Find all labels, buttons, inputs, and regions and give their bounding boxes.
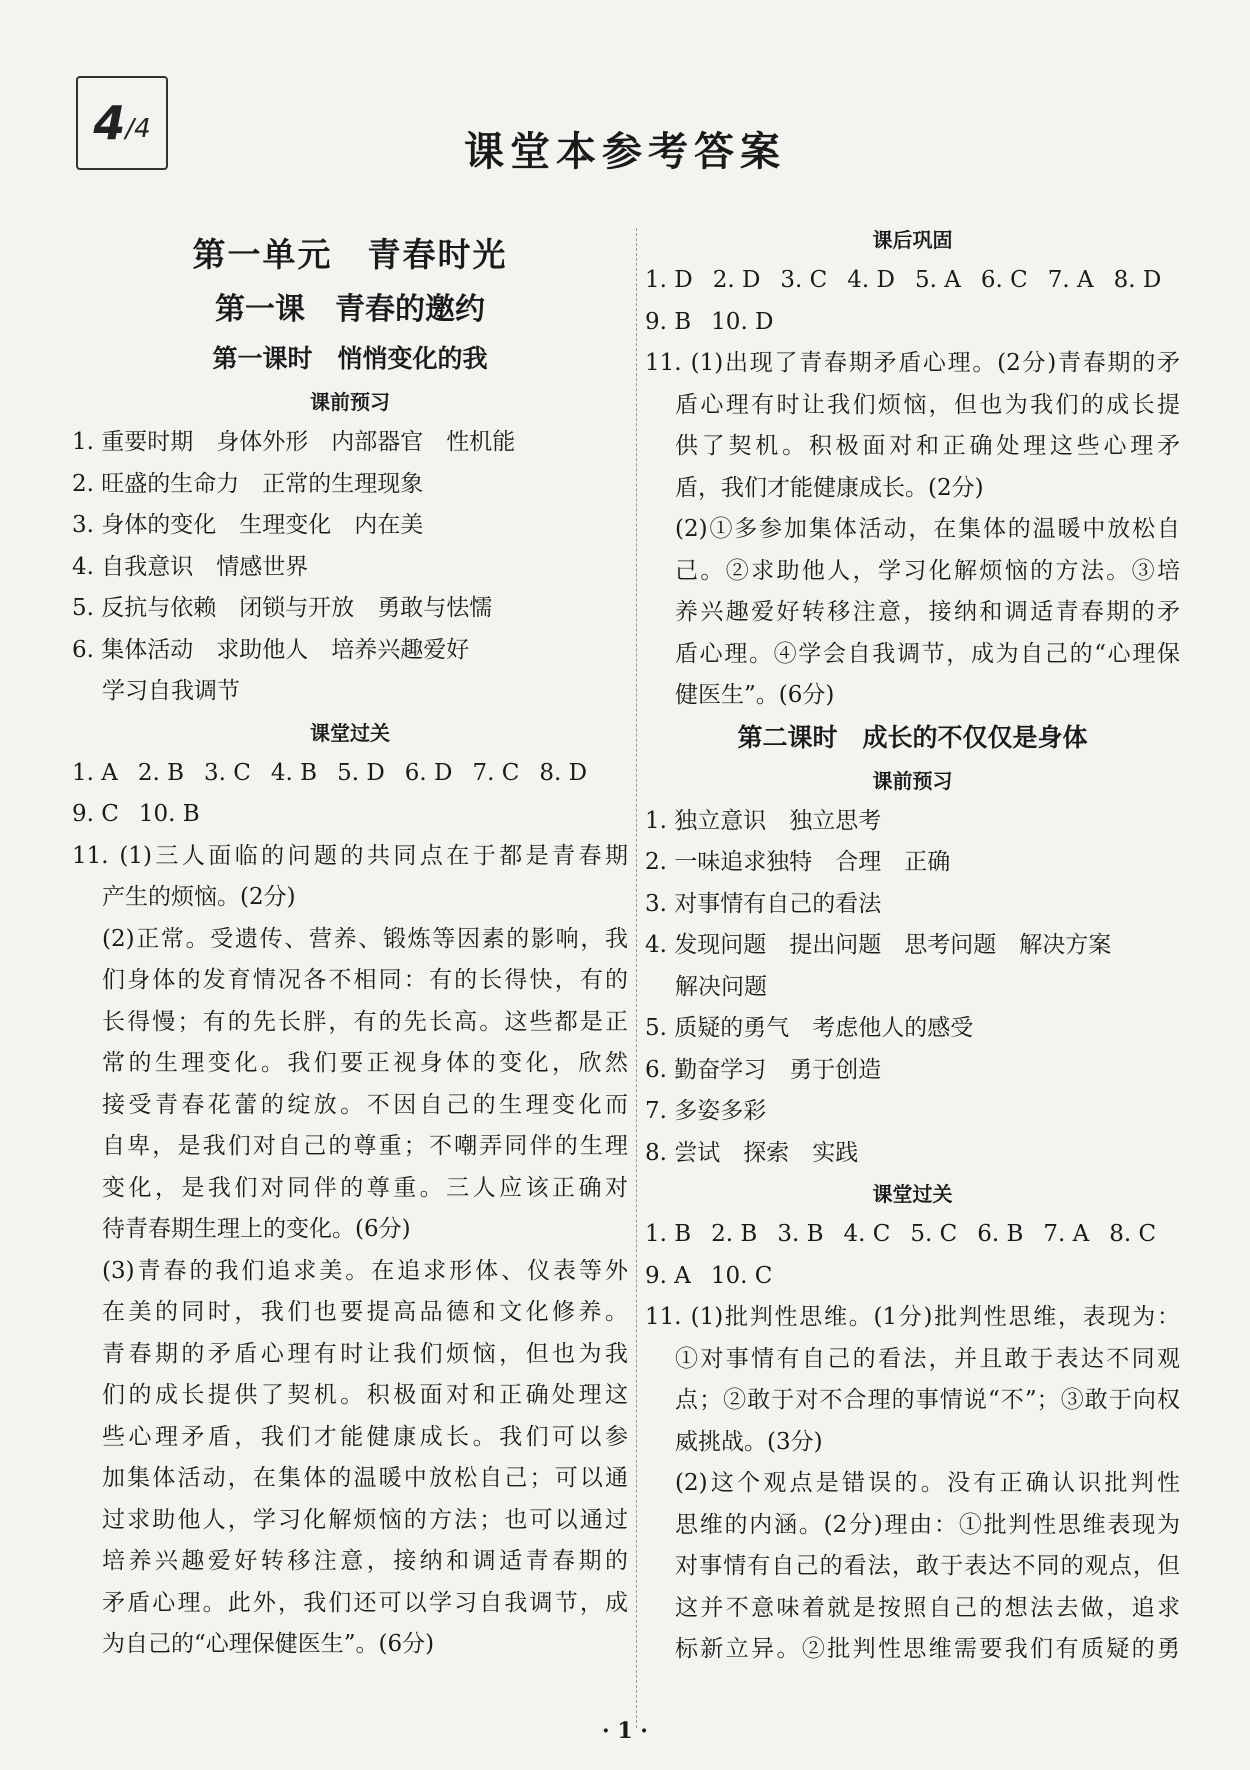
answer-paragraph: 加集体活动，在集体的温暖中放松自己；可以通 xyxy=(102,1465,628,1491)
answer: 9. C xyxy=(72,801,119,827)
answer: 6. D xyxy=(404,759,453,786)
badge-sub: /4 xyxy=(125,114,151,144)
answer: 1. D xyxy=(645,267,693,293)
answer-paragraph: 盾，我们才能健康成长。(2分) xyxy=(675,474,984,501)
answer-paragraph: 们身体的发育情况各不相同：有的长得快，有的 xyxy=(102,967,628,993)
answer-paragraph: 养兴趣爱好转移注意，接纳和调适青春期的矛 xyxy=(675,599,1180,625)
answer: 3. B xyxy=(777,1221,824,1247)
list-item: 2. 旺盛的生命力 正常的生理现象 xyxy=(72,470,424,497)
list-item: 2. 一味追求独特 合理 正确 xyxy=(645,849,951,875)
lesson-title: 第一课 青春的邀约 xyxy=(215,292,485,327)
answer: 8. D xyxy=(539,759,588,786)
answer-paragraph: 待青春期生理上的变化。(6分) xyxy=(102,1216,411,1242)
answer: 4. D xyxy=(847,267,895,293)
answer: 9. B xyxy=(645,308,692,335)
page-title: 课堂本参考答案 xyxy=(464,128,786,175)
answer: 8. C xyxy=(1109,1221,1157,1247)
answer-paragraph: 这并不意味着就是按照自己的想法去做，追求 xyxy=(675,1594,1180,1621)
answer: 7. A xyxy=(1047,267,1094,293)
answer: 3. C xyxy=(204,759,251,786)
list-item: 4. 发现问题 提出问题 思考问题 解决方案 xyxy=(645,932,1112,958)
answer: 5. C xyxy=(910,1221,958,1247)
answer-paragraph: 接受青春花蕾的绽放。不因自己的生理变化而 xyxy=(102,1091,628,1118)
answer-row xyxy=(645,260,1180,302)
answer: 2. B xyxy=(711,1221,758,1247)
answer-row xyxy=(645,1256,1180,1298)
answer-paragraph: 们的成长提供了契机。积极面对和正确处理这 xyxy=(102,1382,628,1408)
list-item-continuation: 学习自我调节 xyxy=(102,678,240,704)
page-number: · 1 · xyxy=(602,1718,648,1744)
answer-paragraph: 点；②敢于对不合理的事情说“不”；③敢于向权 xyxy=(675,1387,1180,1413)
answer-paragraph: 为自己的“心理保健医生”。(6分) xyxy=(102,1631,435,1657)
left-column xyxy=(72,220,628,1666)
answer-paragraph: 常的生理变化。我们要正视身体的变化，欣然 xyxy=(102,1050,628,1076)
answer-paragraph: 己。②求助他人，学习化解烦恼的方法。③培 xyxy=(675,557,1180,584)
section-heading-class: 课堂过关 xyxy=(872,1182,953,1206)
answer-paragraph: 对事情有自己的看法，敢于表达不同的观点，但 xyxy=(675,1553,1180,1579)
answer-paragraph: 健医生”。(6分) xyxy=(675,682,835,708)
answer-row xyxy=(72,794,628,836)
list-item: 6. 勤奋学习 勇于创造 xyxy=(645,1056,882,1083)
list-item: 4. 自我意识 情感世界 xyxy=(72,553,309,580)
list-item: 1. 独立意识 独立思考 xyxy=(645,807,882,834)
answer: 8. D xyxy=(1113,267,1162,293)
answer-paragraph: 11. (1)出现了青春期矛盾心理。(2分)青春期的矛 xyxy=(645,350,1180,376)
answer-paragraph: 过求助他人，学习化解烦恼的方法；也可以通过 xyxy=(102,1506,628,1533)
answer: 1. B xyxy=(645,1221,692,1247)
answer-paragraph: 思维的内涵。(2分)理由：①批判性思维表现为 xyxy=(675,1511,1180,1538)
list-item: 7. 多姿多彩 xyxy=(645,1098,767,1124)
answer-paragraph: ①对事情有自己的看法，并且敢于表达不同观 xyxy=(675,1345,1180,1372)
answer-paragraph: 威挑战。(3分) xyxy=(675,1428,823,1455)
answer: 10. C xyxy=(710,1262,773,1289)
answer-row xyxy=(72,753,628,795)
list-item: 5. 反抗与依赖 闭锁与开放 勇敢与怯懦 xyxy=(72,595,493,621)
answer-paragraph: (3)青春的我们追求美。在追求形体、仪表等外 xyxy=(102,1257,628,1284)
answer: 6. C xyxy=(980,267,1028,293)
answer-paragraph: 盾心理有时让我们烦恼，但也为我们的成长提 xyxy=(675,391,1180,418)
answer: 4. C xyxy=(843,1221,891,1247)
answer: 10. B xyxy=(138,801,200,827)
answer: 6. B xyxy=(977,1221,1024,1247)
unit-title: 第一单元 青春时光 xyxy=(192,235,508,274)
answer-row xyxy=(645,302,1180,344)
answer: 2. B xyxy=(137,759,185,786)
answer-paragraph: 长得慢；有的先长胖，有的先长高。这些都是正 xyxy=(102,1008,628,1035)
column-divider xyxy=(636,228,637,1728)
answer: 7. C xyxy=(472,759,520,786)
list-item: 6. 集体活动 求助他人 培养兴趣爱好 xyxy=(72,636,470,663)
period-title: 第一课时 悄悄变化的我 xyxy=(212,344,488,373)
answer: 5. A xyxy=(914,267,961,293)
answer-paragraph: 些心理矛盾，我们才能健康成长。我们可以参 xyxy=(102,1423,628,1450)
answer-paragraph: 自卑，是我们对自己的尊重；不嘲弄同伴的生理 xyxy=(102,1133,628,1159)
answer-paragraph: (2)①多参加集体活动，在集体的温暖中放松自 xyxy=(675,516,1180,542)
answer-paragraph: 标新立异。②批判性思维需要我们有质疑的勇 xyxy=(675,1636,1180,1662)
answer-paragraph: 盾心理。④学会自我调节，成为自己的“心理保 xyxy=(675,640,1180,667)
answer: 5. D xyxy=(337,759,385,786)
list-item: 3. 身体的变化 生理变化 内在美 xyxy=(72,512,424,538)
answer-paragraph: 11. (1)批判性思维。(1分)批判性思维，表现为： xyxy=(645,1304,1180,1330)
list-item: 3. 对事情有自己的看法 xyxy=(645,890,882,917)
answer-paragraph: 变化，是我们对同伴的尊重。三人应该正确对 xyxy=(102,1174,628,1201)
answer-paragraph: 青春期的矛盾心理有时让我们烦恼，但也为我 xyxy=(102,1340,628,1367)
list-item: 8. 尝试 探索 实践 xyxy=(645,1139,859,1166)
period-title: 第二课时 成长的不仅仅是身体 xyxy=(737,722,1088,752)
list-item: 1. 重要时期 身体外形 内部器官 性机能 xyxy=(72,429,516,455)
answer: 2. D xyxy=(712,267,761,293)
list-item-continuation: 解决问题 xyxy=(675,973,767,1000)
answer-paragraph: 11. (1)三人面临的问题的共同点在于都是青春期 xyxy=(72,842,628,869)
answer: 9. A xyxy=(645,1262,691,1289)
answer-paragraph: 产生的烦恼。(2分) xyxy=(102,884,296,910)
list-item: 5. 质疑的勇气 考虑他人的感受 xyxy=(645,1015,974,1041)
answer-paragraph: 在美的同时，我们也要提高品德和文化修养。 xyxy=(102,1299,628,1325)
section-heading-preview: 课前预习 xyxy=(310,390,390,414)
answer: 4. B xyxy=(270,759,318,786)
badge-main: 4 xyxy=(93,96,126,150)
answer-paragraph: 矛盾心理。此外，我们还可以学习自我调节，成 xyxy=(102,1589,628,1616)
answer: 3. C xyxy=(780,267,828,293)
answer-row xyxy=(645,1214,1180,1256)
answer: 7. A xyxy=(1043,1221,1090,1247)
section-heading-class: 课堂过关 xyxy=(310,720,390,745)
answer-paragraph: 供了契机。积极面对和正确处理这些心理矛 xyxy=(675,433,1180,459)
answer-paragraph: 培养兴趣爱好转移注意，接纳和调适青春期的 xyxy=(102,1548,628,1574)
section-heading-after-class: 课后巩固 xyxy=(872,228,953,252)
answer-paragraph: (2)这个观点是错误的。没有正确认识批判性 xyxy=(675,1470,1180,1496)
answer: 10. D xyxy=(711,308,774,335)
answer: 1. A xyxy=(72,759,118,786)
answer-paragraph: (2)正常。受遗传、营养、锻炼等因素的影响，我 xyxy=(102,925,628,952)
section-heading-preview: 课前预习 xyxy=(872,768,953,793)
right-column xyxy=(645,220,1180,1671)
